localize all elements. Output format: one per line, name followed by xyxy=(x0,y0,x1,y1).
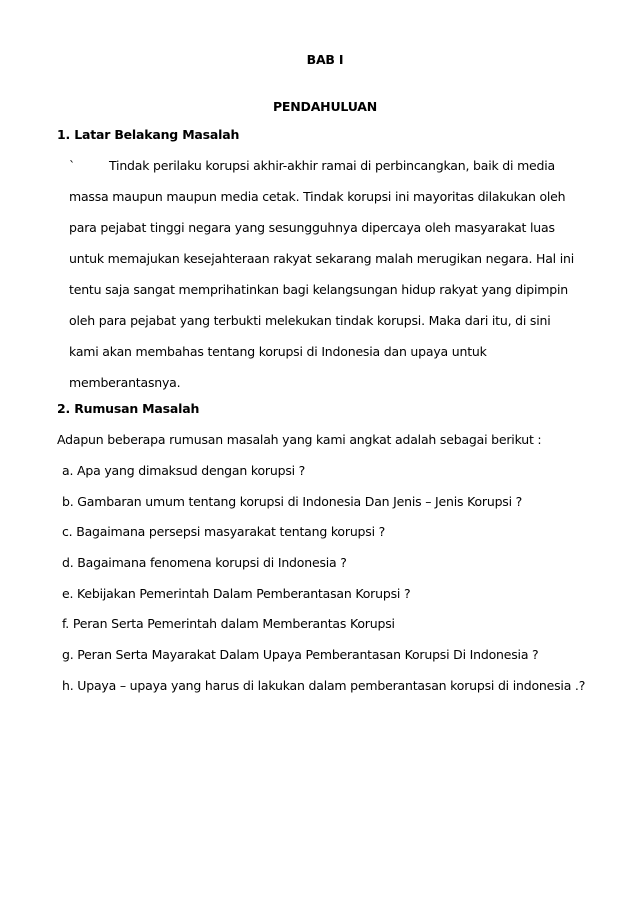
paragraph-line: oleh para pejabat yang terbukti melekukan tindak korupsi. Maka dari itu, di sini xyxy=(69,313,551,328)
list-intro: Adapun beberapa rumusan masalah yang kami angkat adalah sebagai berikut : xyxy=(57,432,542,447)
list-item: h. Upaya – upaya yang harus di lakukan dalam pemberantasan korupsi di indonesia .? xyxy=(62,678,586,693)
paragraph-line: massa maupun maupun media cetak. Tindak korupsi ini mayoritas dilakukan oleh xyxy=(69,189,566,204)
list-item: f. Peran Serta Pemerintah dalam Memberantas Korupsi xyxy=(62,616,395,631)
section-heading-problem: 2. Rumusan Masalah xyxy=(57,401,200,416)
paragraph-line: memberantasnya. xyxy=(69,375,181,390)
stray-backtick: ` xyxy=(69,158,76,173)
list-item: e. Kebijakan Pemerintah Dalam Pemberantasan Korupsi ? xyxy=(62,586,411,601)
paragraph-line: Tindak perilaku korupsi akhir-akhir ramai di perbincangkan, baik di media xyxy=(109,158,556,173)
list-item: a. Apa yang dimaksud dengan korupsi ? xyxy=(62,463,306,478)
list-item: g. Peran Serta Mayarakat Dalam Upaya Pemberantasan Korupsi Di Indonesia ? xyxy=(62,647,539,662)
list-item: b. Gambaran umum tentang korupsi di Indonesia Dan Jenis – Jenis Korupsi ? xyxy=(62,494,523,509)
list-item: d. Bagaimana fenomena korupsi di Indonesia ? xyxy=(62,555,347,570)
paragraph-line: untuk memajukan kesejahteraan rakyat sekarang malah merugikan negara. Hal ini xyxy=(69,251,574,266)
paragraph-line: kami akan membahas tentang korupsi di Indonesia dan upaya untuk xyxy=(69,344,487,359)
chapter-title: PENDAHULUAN xyxy=(272,99,378,114)
list-item: c. Bagaimana persepsi masyarakat tentang korupsi ? xyxy=(62,524,386,539)
paragraph-line: tentu saja sangat memprihatinkan bagi kelangsungan hidup rakyat yang dipimpin xyxy=(69,282,568,297)
section-heading-background: 1. Latar Belakang Masalah xyxy=(57,127,240,142)
paragraph-line: para pejabat tinggi negara yang sesungguhnya dipercaya oleh masyarakat luas xyxy=(69,220,555,235)
chapter-number: BAB I xyxy=(306,52,344,67)
